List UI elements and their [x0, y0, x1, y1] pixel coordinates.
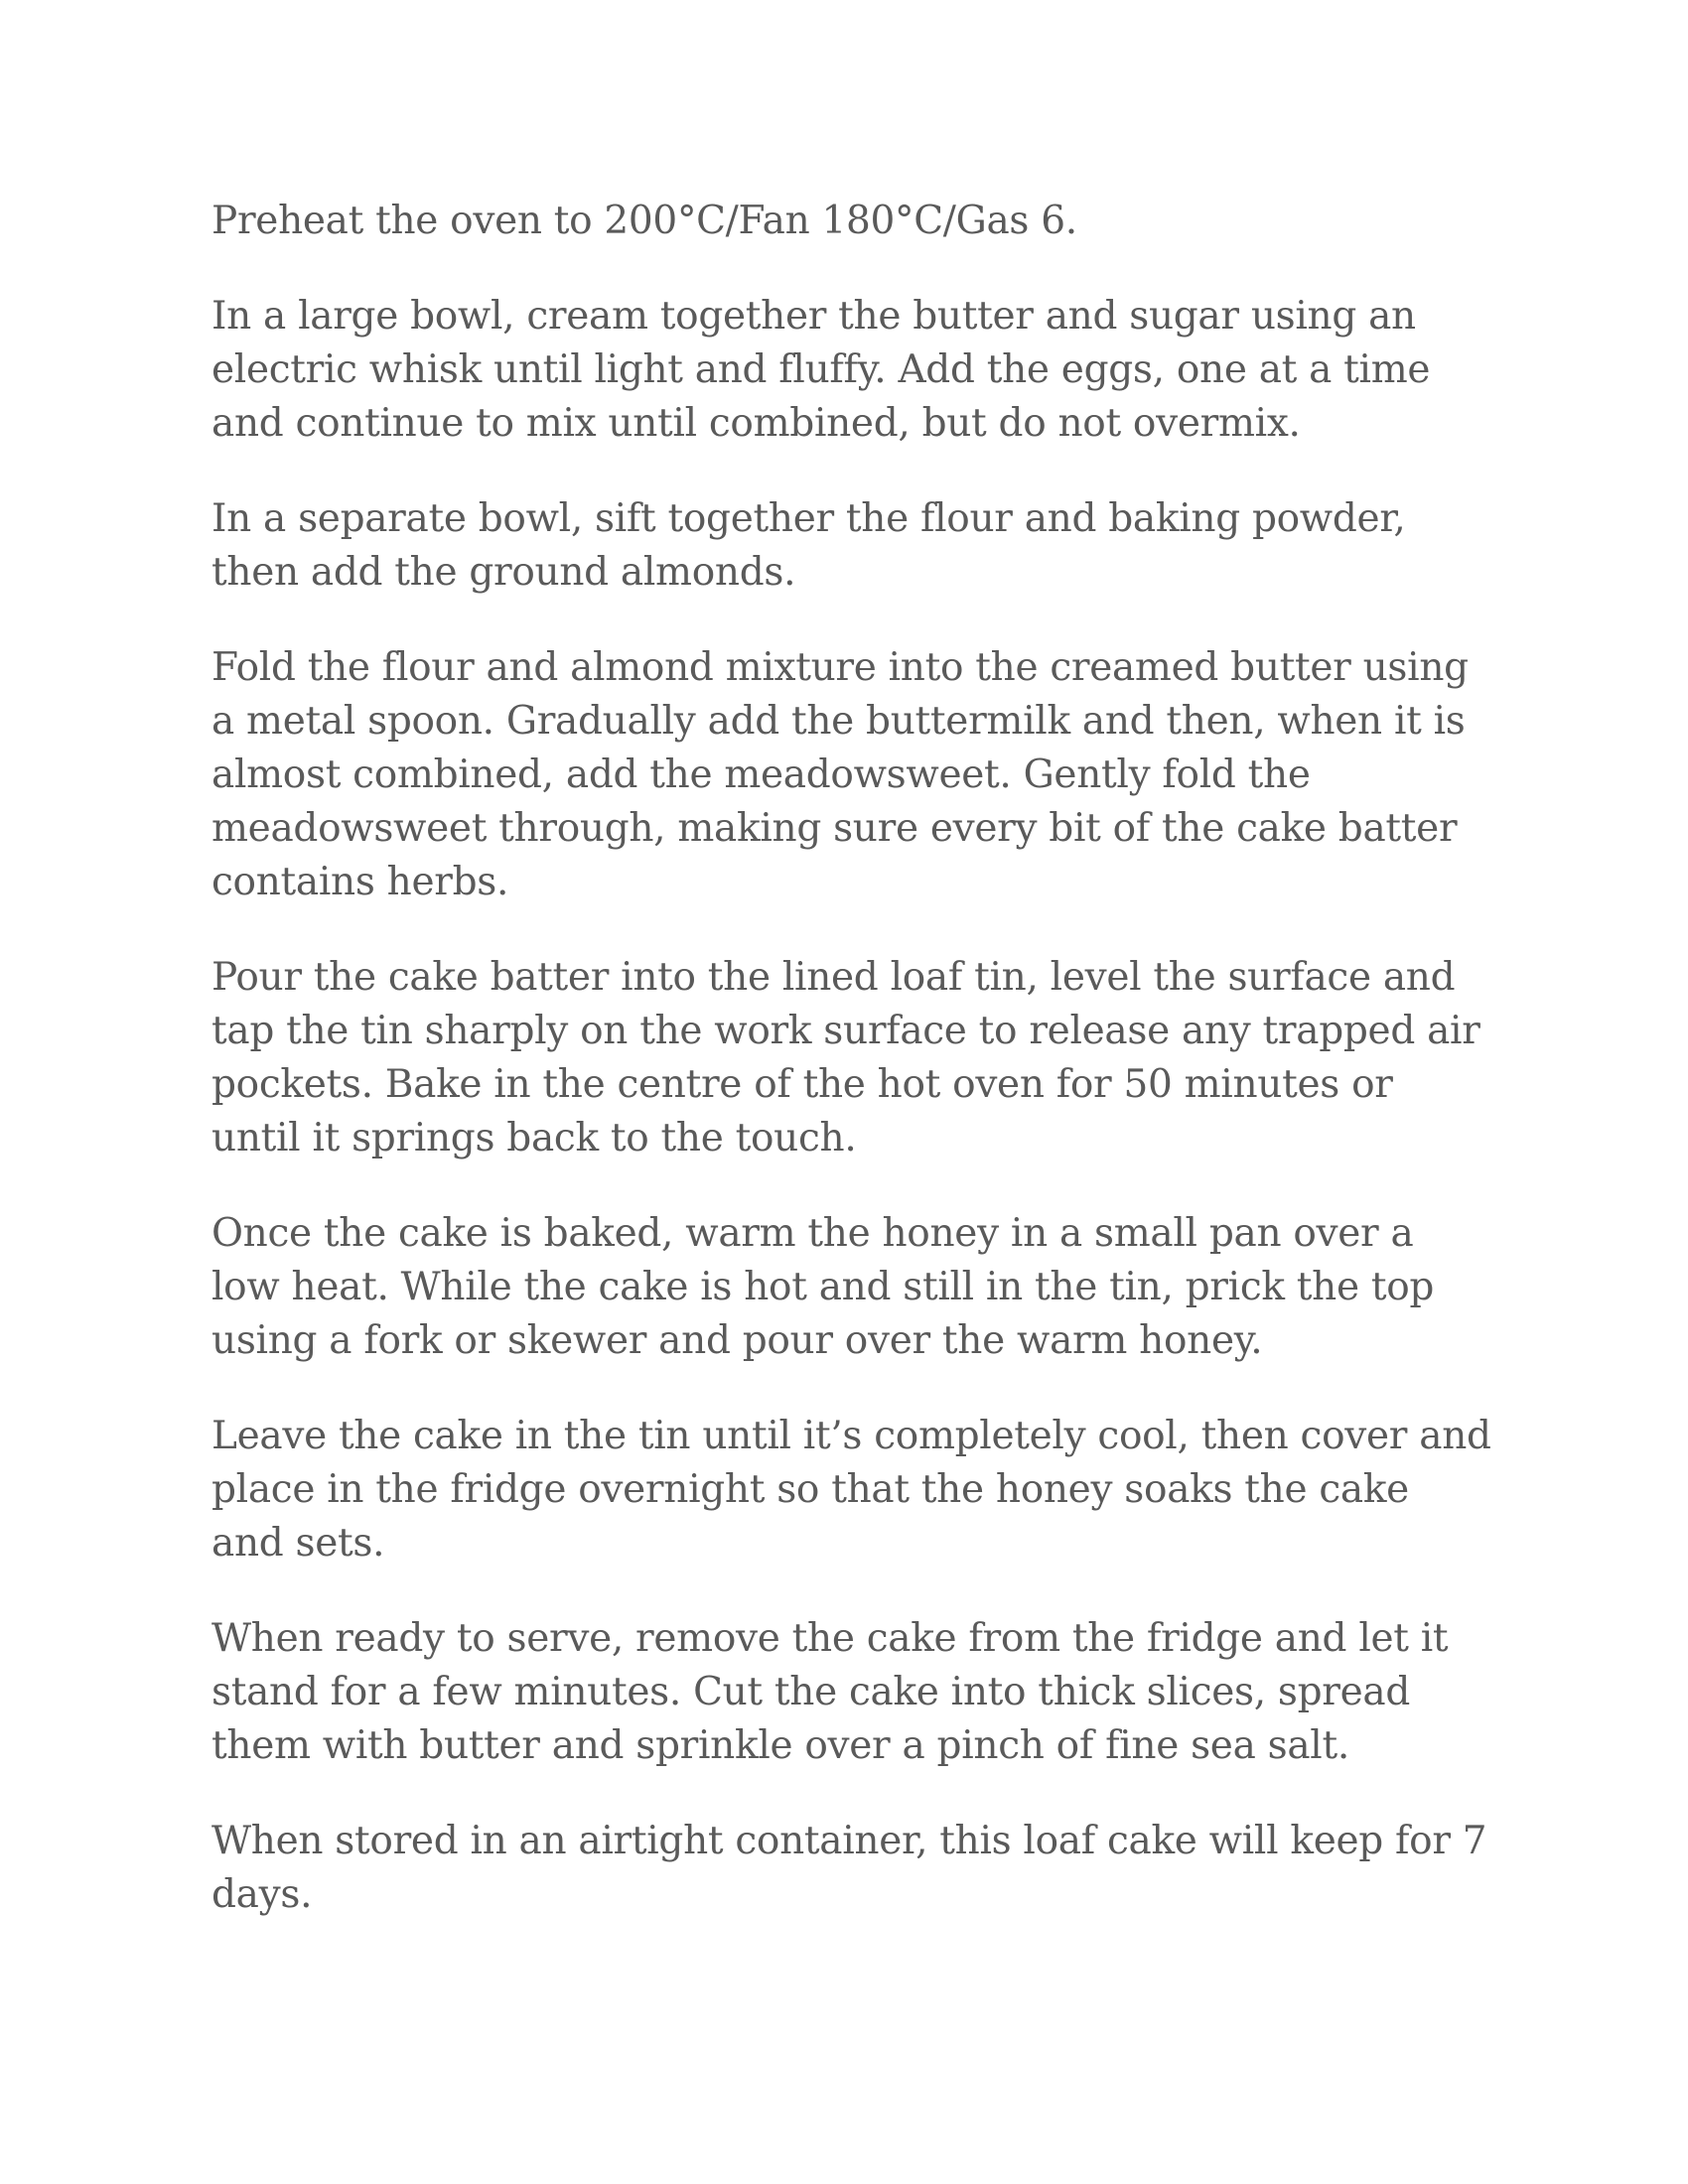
method-step-sift-flour: In a separate bowl, sift together the flour and baking powder, then add the ground almonds. — [211, 496, 1406, 595]
method-step-honey: Once the cake is baked, warm the honey in a small pan over a low heat. While the cake is hot and still in the tin, prick the top using a fork or skewer and pour over the warm honey. — [211, 1211, 1435, 1363]
method-step-preheat: Preheat the oven to 200°C/Fan 180°C/Gas 6. — [211, 199, 1077, 243]
method-step-cool: Leave the cake in the tin until it’s completely cool, then cover and place in the fridge overnight so that the honey soaks the cake and sets. — [211, 1414, 1491, 1566]
method-step-bake: Pour the cake batter into the lined loaf tin, level the surface and tap the tin sharply on the work surface to release any trapped air pockets. Bake in the centre of the hot oven for 50 minutes or until it springs back to the touch. — [211, 955, 1480, 1160]
recipe-method-text — [211, 195, 1492, 1964]
method-step-storage: When stored in an airtight container, this loaf cake will keep for 7 days. — [211, 1819, 1487, 1917]
method-step-serve: When ready to serve, remove the cake from the fridge and let it stand for a few minutes. Cut the cake into thick slices, spread them with butter and sprinkle over a pinch of fine sea salt. — [211, 1616, 1449, 1768]
method-step-cream-butter: In a large bowl, cream together the butter and sugar using an electric whisk until light and fluffy. Add the eggs, one at a time and continue to mix until combined, but do not overmix. — [211, 294, 1431, 446]
method-step-fold-mixture: Fold the flour and almond mixture into the creamed butter using a metal spoon. Gradually add the buttermilk and then, when it is almost combined, add the meadowsweet. Gently fold the meadowsweet through, making sure every bit of the cake batter contains herbs. — [211, 645, 1469, 904]
